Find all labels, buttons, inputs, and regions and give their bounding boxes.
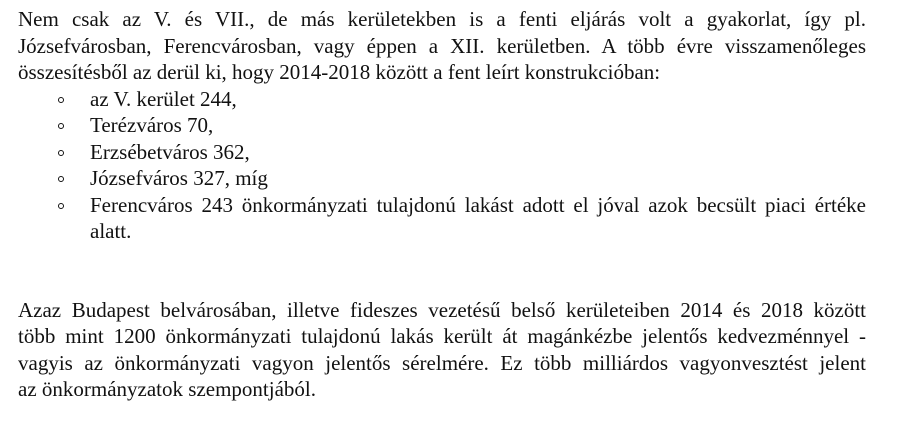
list-item-text: az V. kerület 244, (90, 86, 237, 111)
document-page (18, 6, 866, 403)
list-item-text: alatt. (90, 219, 132, 243)
list-item (18, 112, 866, 139)
list-item (18, 86, 866, 113)
bullet-icon (58, 203, 64, 209)
paragraph-line: az önkormányzatok szempontjából. (18, 377, 316, 401)
list-item-text: Terézváros 70, (90, 113, 214, 137)
bullet-icon (58, 176, 64, 182)
bullet-icon (58, 123, 64, 129)
paragraph-spacer (18, 245, 866, 297)
paragraph-line: vagyis az önkormányzati vagyon jelentős sérelmére. Ez több milliárdos vagyonvesztést jelent (18, 350, 866, 375)
list-item (18, 192, 866, 245)
paragraph-line: Nem csak az V. és VII., de más kerületekben is a fenti eljárás volt a gyakorlat, így pl. (18, 7, 866, 31)
list-item (18, 165, 866, 192)
district-list (18, 86, 866, 245)
paragraph-line: Józsefvárosban, Ferencvárosban, vagy éppen a XII. kerületben. A több évre visszamenőleges (18, 33, 866, 58)
list-item-text: Ferencváros 243 önkormányzati tulajdonú lakást adott el jóval azok becsült piaci értéke (90, 192, 866, 217)
paragraph-line: összesítésből az derül ki, hogy 2014-2018 között a fent leírt konstrukcióban: (18, 60, 661, 84)
bullet-icon (58, 150, 64, 156)
paragraph-line: Azaz Budapest belvárosában, illetve fideszes vezetésű belső kerületeiben 2014 és 2018 között (18, 297, 866, 322)
list-item-text: Józsefváros 327, míg (90, 166, 268, 190)
list-item-text: Erzsébetváros 362, (90, 139, 250, 164)
paragraph-line: több mint 1200 önkormányzati tulajdonú lakás került át magánkézbe jelentős kedvezménnyel - (18, 324, 866, 348)
bullet-icon (58, 97, 64, 103)
list-item (18, 139, 866, 166)
paragraph-intro (18, 6, 866, 86)
paragraph-conclusion (18, 297, 866, 403)
